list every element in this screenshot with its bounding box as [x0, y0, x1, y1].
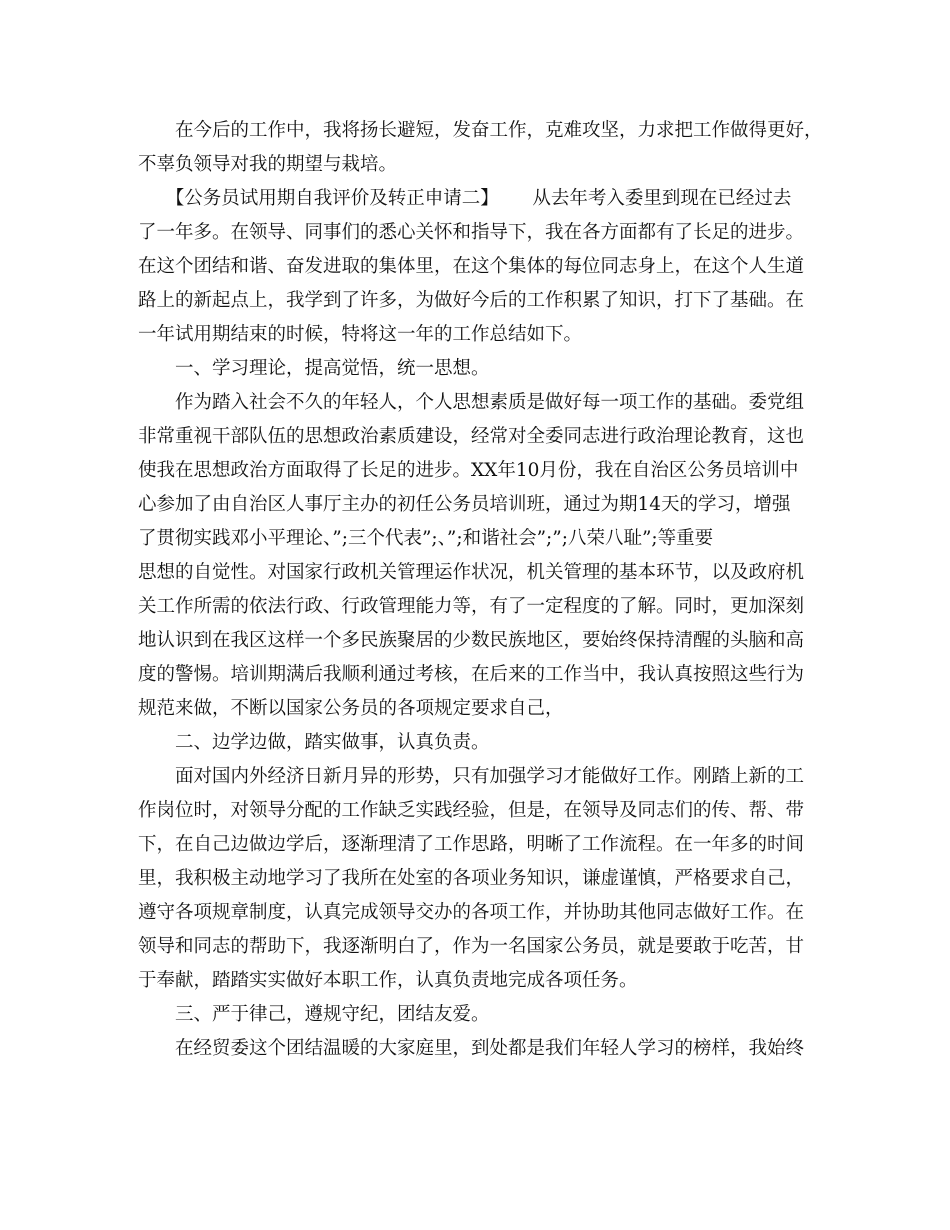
text-line: 使我在思想政治方面取得了长足的进步。XX年10月份，我在自治区公务员培训中 [138, 460, 799, 481]
section-heading: 一、学习理论，提高觉悟，统一思想。 [138, 358, 490, 379]
text-line: 地认识到在我区这样一个多民族聚居的少数民族地区，要始终保持清醒的头脑和高 [138, 630, 805, 651]
text-line: 于奉献，踏踏实实做好本职工作，认真负责地完成各项任务。 [138, 970, 638, 991]
text-line: 作岗位时，对领导分配的工作缺乏实践经验，但是，在领导及同志们的传、帮、带 [138, 800, 805, 821]
document-body [138, 114, 828, 1066]
text-line: 思想的自觉性。对国家行政机关管理运作状况，机关管理的基本环节，以及政府机 [138, 562, 805, 583]
text-line: 领导和同志的帮助下，我逐渐明白了，作为一名国家公务员，就是要敢于吃苦，甘 [138, 936, 805, 957]
text-line: 规范来做，不断以国家公务员的各项规定要求自己， [138, 698, 564, 719]
text-line: 了一年多。在领导、同事们的悉心关怀和指导下，我在各方面都有了长足的进步。 [138, 222, 805, 243]
text-line: 一年试用期结束的时候，特将这一年的工作总结如下。 [138, 324, 583, 345]
text-line: 非常重视干部队伍的思想政治素质建设，经常对全委同志进行政治理论教育，这也 [138, 426, 805, 447]
text-line: 里，我积极主动地学习了我所在处室的各项业务知识，谦虚谨慎，严格要求自己， [138, 868, 805, 889]
text-line: 关工作所需的依法行政、行政管理能力等，有了一定程度的了解。同时，更加深刻 [138, 596, 805, 617]
text-line: 心参加了由自治区人事厅主办的初任公务员培训班，通过为期14天的学习，增强 [138, 494, 791, 515]
text-line: 度的警惕。培训期满后我顺利通过考核，在后来的工作当中，我认真按照这些行为 [138, 664, 805, 685]
text-line: 路上的新起点上，我学到了许多，为做好今后的工作积累了知识，打下了基础。在 [138, 290, 805, 311]
text-line: 不辜负领导对我的期望与栽培。 [138, 154, 398, 175]
text-line: 【公务员试用期自我评价及转正申请二】 从去年考入委里到现在已经过去 [138, 188, 792, 209]
text-line: 在今后的工作中，我将扬长避短，发奋工作，克难攻坚，力求把工作做得更好， [138, 120, 823, 141]
text-line: 下，在自己边做边学后，逐渐理清了工作思路，明晰了工作流程。在一年多的时间 [138, 834, 805, 855]
text-line: 遵守各项规章制度，认真完成领导交办的各项工作，并协助其他同志做好工作。在 [138, 902, 805, 923]
text-line: 了贯彻实践邓小平理论、”;三个代表”;、”;和谐社会”;”;八荣八耻”;等重要 [138, 528, 714, 549]
text-line: 面对国内外经济日新月异的形势，只有加强学习才能做好工作。刚踏上新的工 [138, 766, 805, 787]
text-line: 在经贸委这个团结温暖的大家庭里，到处都是我们年轻人学习的榜样，我始终 [138, 1038, 805, 1059]
text-line: 作为踏入社会不久的年轻人，个人思想素质是做好每一项工作的基础。委党组 [138, 392, 805, 413]
text-line: 在这个团结和谐、奋发进取的集体里，在这个集体的每位同志身上，在这个人生道 [138, 256, 805, 277]
section-heading: 三、严于律己，遵规守纪，团结友爱。 [138, 1004, 490, 1025]
section-heading: 二、边学边做，踏实做事，认真负责。 [138, 732, 490, 753]
